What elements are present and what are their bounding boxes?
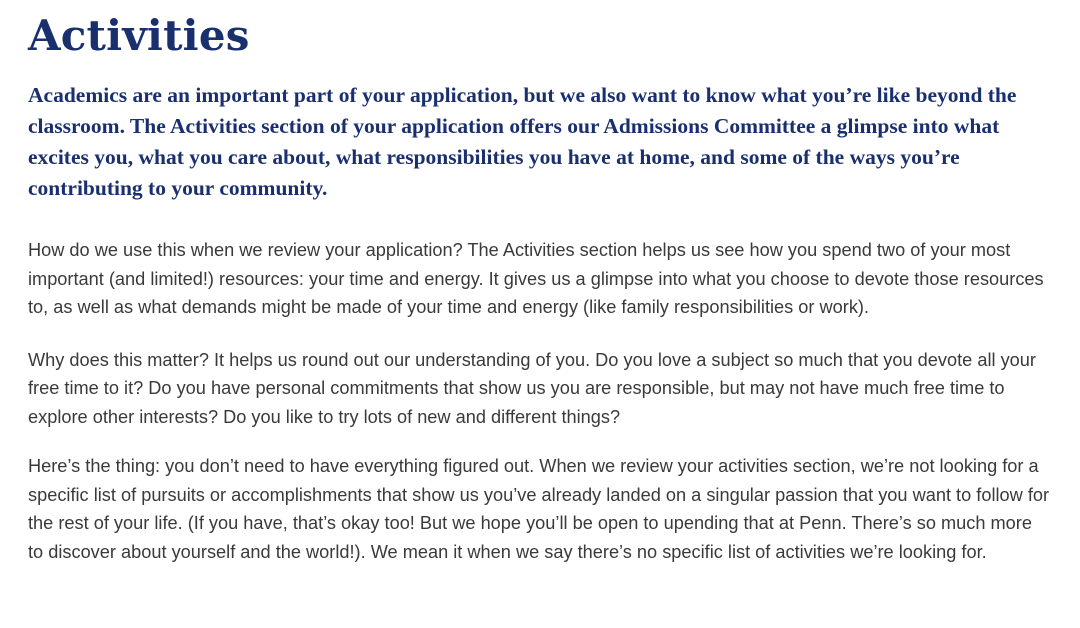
body-paragraph-2: Why does this matter? It helps us round out our understanding of you. Do you love a subject so much that you devote all your free time to it? Do you have personal commitments that show us you are responsible, but may not have much free time to explore other interests? Do you like to try lots of new and different things? [28, 349, 1036, 427]
body-paragraph-1: How do we use this when we review your application? The Activities section helps us see how you spend two of your most important (and limited!) resources: your time and energy. It gives us a glimpse into what you choose to devote those resources to, as well as what demands might be made of your time and energy (like family responsibilities or work). [28, 240, 1044, 317]
body-paragraph-3: Here’s the thing: you don’t need to have everything figured out. When we review your activities section, we’re not looking for a specific list of pursuits or accomplishments that show us you’ve already landed on a singular passion that you want to follow for the rest of your life. (If you have, that’s okay too! But we hope you’ll be open to upending that at Penn. There’s so much more to discover about yourself and the world!). We mean it when we say there’s no specific list of activities we’re looking for. [28, 456, 1050, 562]
page-title: Activities [28, 11, 250, 60]
lead-paragraph: Academics are an important part of your application, but we also want to know what you’re like beyond the classroom. The Activities section of your application offers our Admissions Committee a glimpse into what excites you, what you care about, what responsibilities you have at home, and some of the ways you’re contributing to your community. [28, 83, 1017, 200]
